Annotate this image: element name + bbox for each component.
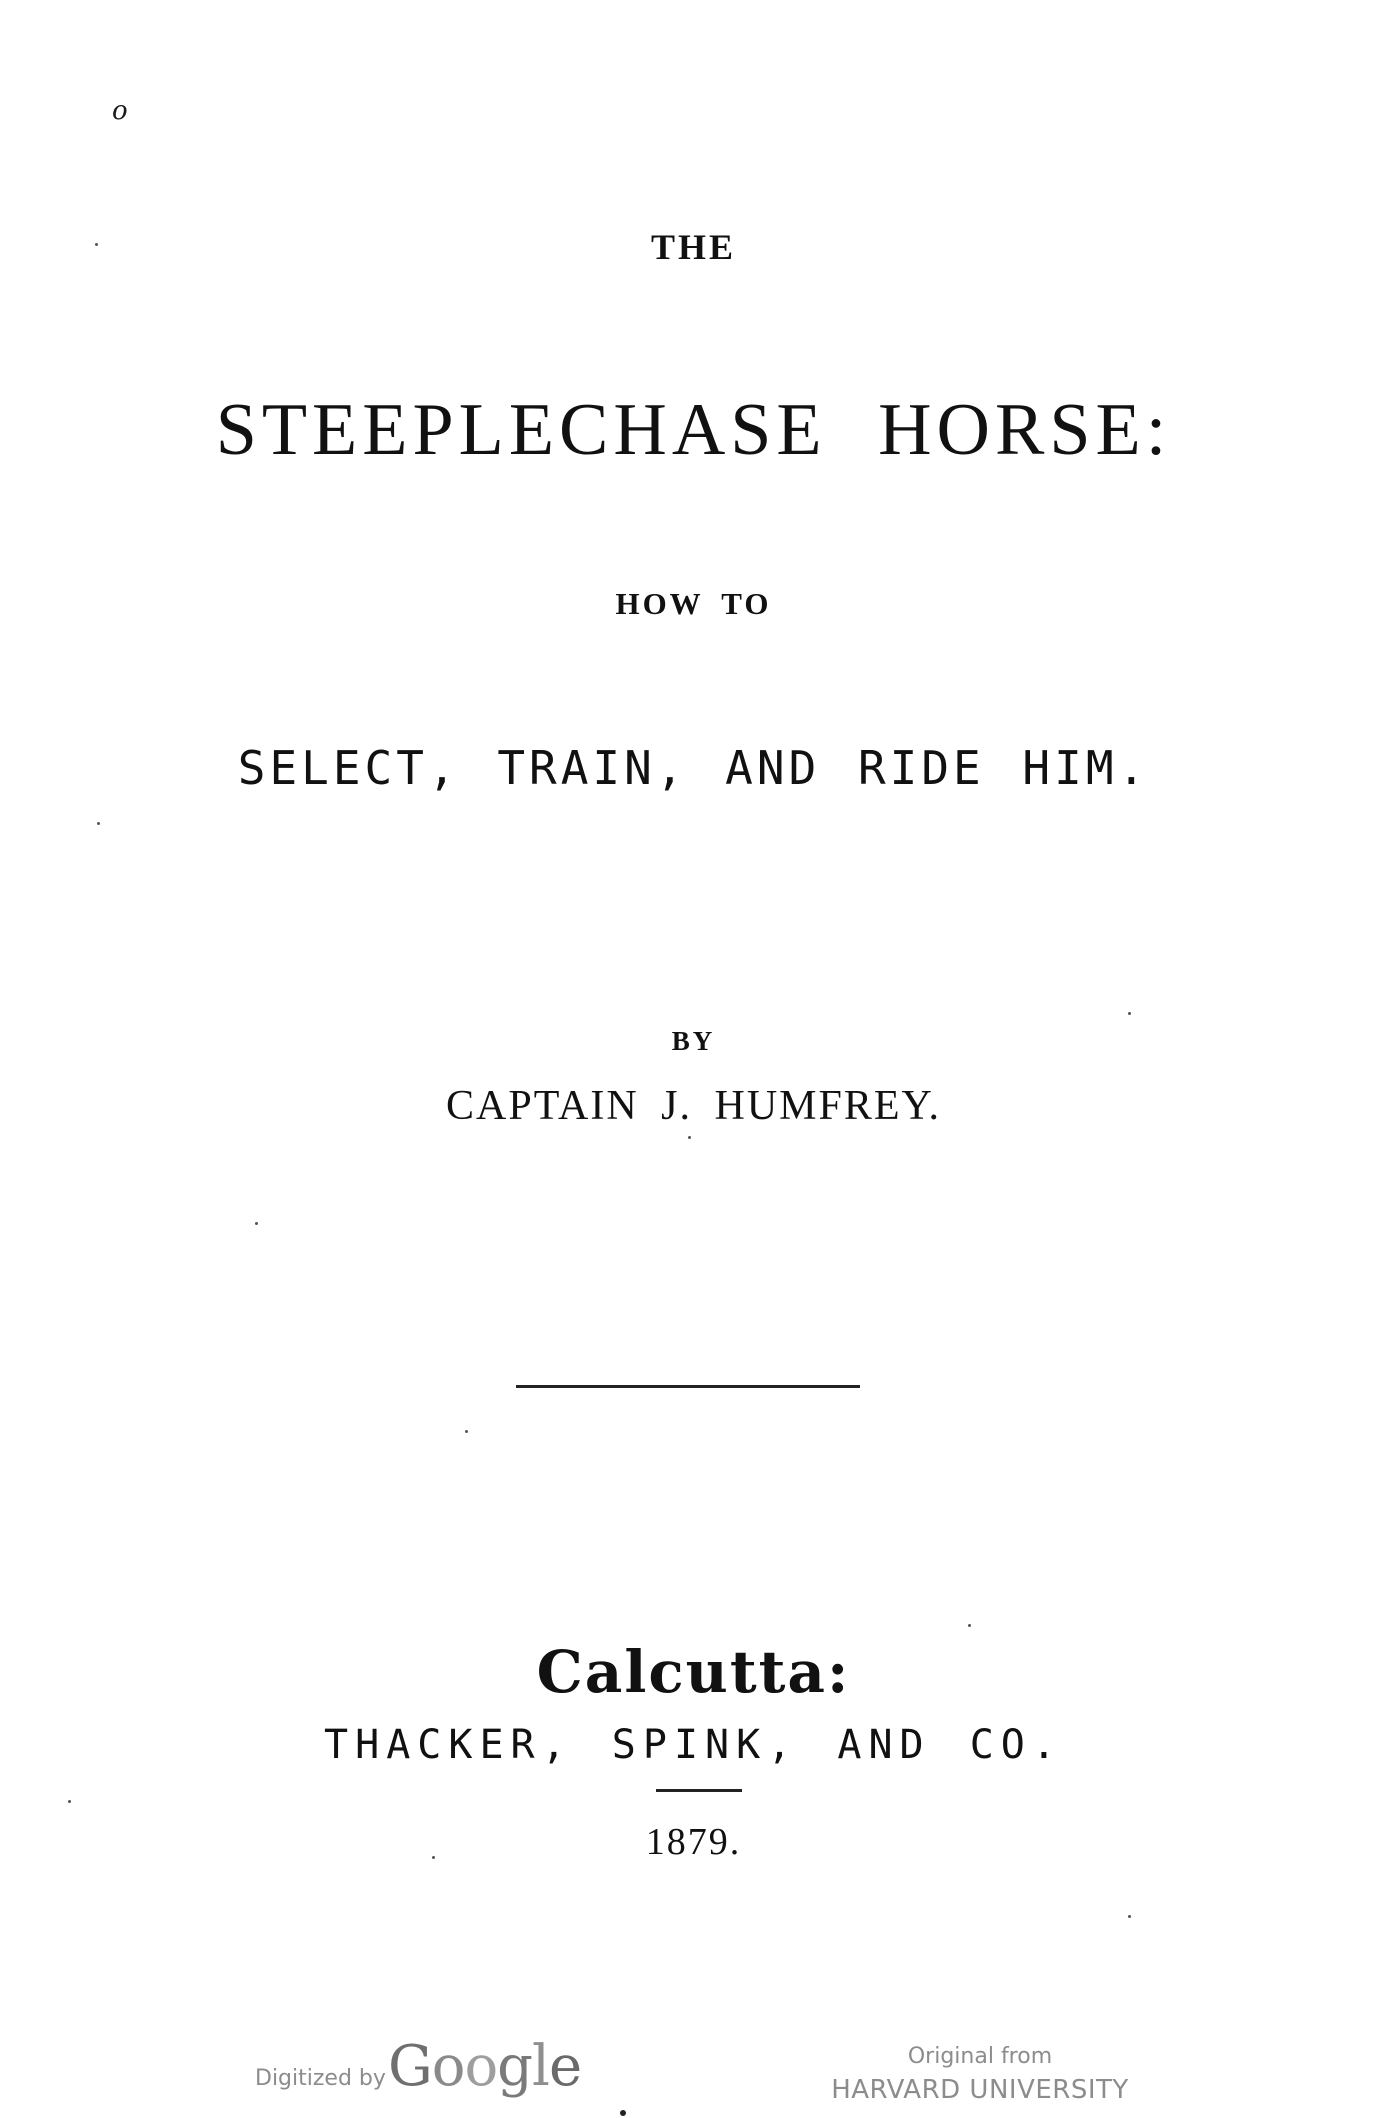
google-logo-letter: e [548, 2034, 582, 2099]
digitized-by-label: Digitized by [255, 2066, 386, 2091]
scan-speck [68, 1800, 71, 1803]
original-from-label: Original from [907, 2044, 1053, 2069]
scan-speck [620, 2110, 626, 2116]
scan-speck [968, 1624, 971, 1627]
author-name: CAPTAIN J. HUMFREY. [446, 1083, 941, 1129]
publication-year: 1879. [645, 1821, 742, 1863]
scan-speck [95, 243, 98, 246]
title-article: THE [650, 227, 737, 267]
publisher-name: THACKER, SPINK, AND CO. [324, 1722, 1063, 1768]
book-subtitle: SELECT, TRAIN, AND RIDE HIM. [237, 741, 1150, 795]
scan-speck [432, 1856, 435, 1859]
google-logo-letter: g [497, 2034, 533, 2099]
short-divider-rule [656, 1789, 742, 1792]
scan-speck [97, 822, 100, 825]
google-logo [388, 2034, 581, 2099]
source-institution: HARVARD UNIVERSITY [831, 2075, 1129, 2105]
scan-speck [1128, 1012, 1131, 1015]
subtitle-intro: HOW TO [615, 586, 772, 621]
scan-speck [688, 1136, 691, 1139]
google-logo-letter: o [464, 2034, 498, 2099]
divider-rule [516, 1385, 860, 1388]
byline-label: BY [671, 1026, 716, 1056]
google-logo-letter: G [388, 2034, 432, 2099]
book-title: STEEPLECHASE HORSE: [215, 389, 1172, 471]
google-logo-letter: l [532, 2034, 549, 2099]
google-logo-letter: o [431, 2034, 465, 2099]
page-mark: o [112, 96, 128, 126]
publication-place: Calcutta: [536, 1638, 851, 1706]
scan-speck [1128, 1915, 1131, 1918]
scan-speck [255, 1222, 258, 1225]
scan-speck [465, 1430, 468, 1433]
